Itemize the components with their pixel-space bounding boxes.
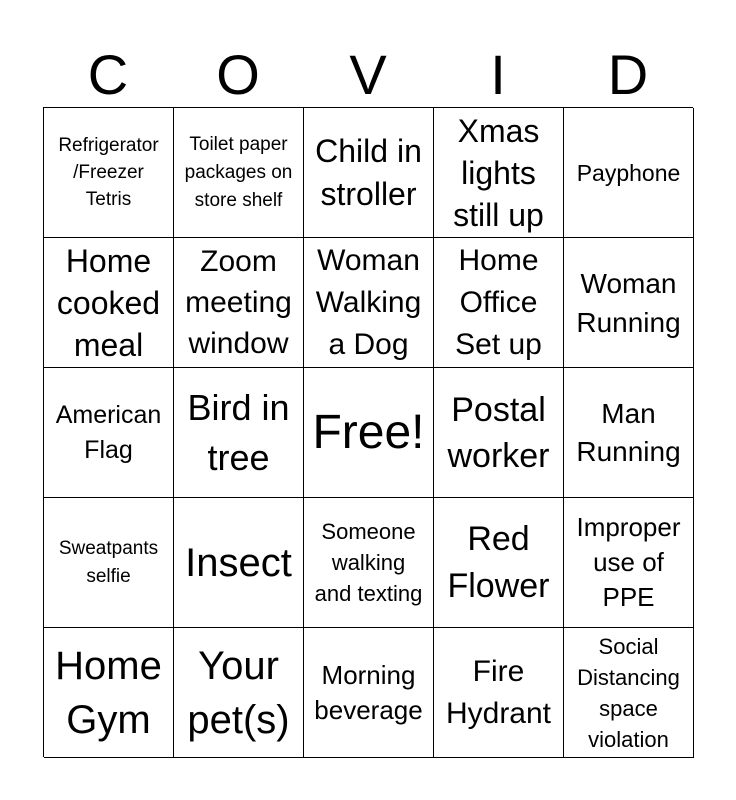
bingo-cell[interactable] (564, 108, 694, 238)
cell-label: Woman Running (576, 267, 681, 338)
bingo-cell[interactable] (434, 108, 564, 238)
bingo-cell[interactable] (434, 368, 564, 498)
bingo-cell[interactable] (564, 498, 694, 628)
bingo-cell[interactable] (434, 628, 564, 758)
header-letter-i: I (490, 43, 506, 106)
cell-label: Man Running (576, 397, 681, 467)
bingo-cell[interactable] (174, 498, 304, 628)
cell-label: Red Flower (447, 519, 550, 605)
bingo-cell[interactable] (174, 368, 304, 498)
header-letter-v: V (349, 43, 387, 106)
cell-label: Xmas lights still up (453, 112, 544, 233)
cell-label: Postal worker (447, 390, 550, 475)
cell-label: Someone walking and texting (314, 519, 423, 606)
cell-label: Fire Hydrant (445, 654, 552, 730)
bingo-cell[interactable] (44, 498, 174, 628)
bingo-cell[interactable] (304, 238, 434, 368)
bingo-grid (43, 107, 693, 757)
bingo-cell[interactable] (564, 238, 694, 368)
free-space[interactable] (304, 368, 434, 498)
bingo-cell[interactable] (564, 628, 694, 758)
cell-label: Child in stroller (315, 132, 422, 212)
cell-label: Home cooked meal (56, 242, 161, 363)
bingo-cell[interactable] (564, 368, 694, 498)
bingo-cell[interactable] (174, 628, 304, 758)
cell-label: Payphone (576, 159, 681, 186)
header-letter-d: D (607, 43, 649, 106)
bingo-cell[interactable] (174, 238, 304, 368)
bingo-cell[interactable] (174, 108, 304, 238)
header-letter-c: C (87, 43, 129, 106)
cell-label: Woman Walking a Dog (315, 243, 422, 361)
cell-label: American Flag (55, 400, 162, 464)
bingo-cell[interactable] (434, 238, 564, 368)
cell-label: Zoom meeting window (185, 245, 292, 360)
free-label: Free! (312, 405, 425, 459)
bingo-cell[interactable] (304, 498, 434, 628)
bingo-cell[interactable] (44, 628, 174, 758)
cell-label: Social Distancing space violation (577, 633, 680, 752)
bingo-cell[interactable] (434, 498, 564, 628)
cell-label: Your pet(s) (187, 643, 290, 742)
header-letter-o: O (216, 43, 260, 106)
cell-label: Sweatpants selfie (58, 537, 159, 587)
bingo-cell[interactable] (44, 368, 174, 498)
cell-label: Home Office Set up (455, 243, 542, 361)
bingo-header (43, 44, 693, 106)
cell-label: Toilet paper packages on store shelf (184, 133, 293, 211)
cell-label: Bird in tree (187, 386, 290, 478)
cell-label: Morning beverage (314, 659, 423, 725)
cell-label: Improper use of PPE (576, 512, 681, 612)
bingo-cell[interactable] (304, 628, 434, 758)
bingo-cell[interactable] (44, 108, 174, 238)
cell-label: Home Gym (55, 643, 162, 742)
bingo-cell[interactable] (304, 108, 434, 238)
cell-label: Refrigerator /Freezer Tetris (58, 135, 159, 210)
cell-label: Insect (185, 540, 292, 585)
bingo-cell[interactable] (44, 238, 174, 368)
